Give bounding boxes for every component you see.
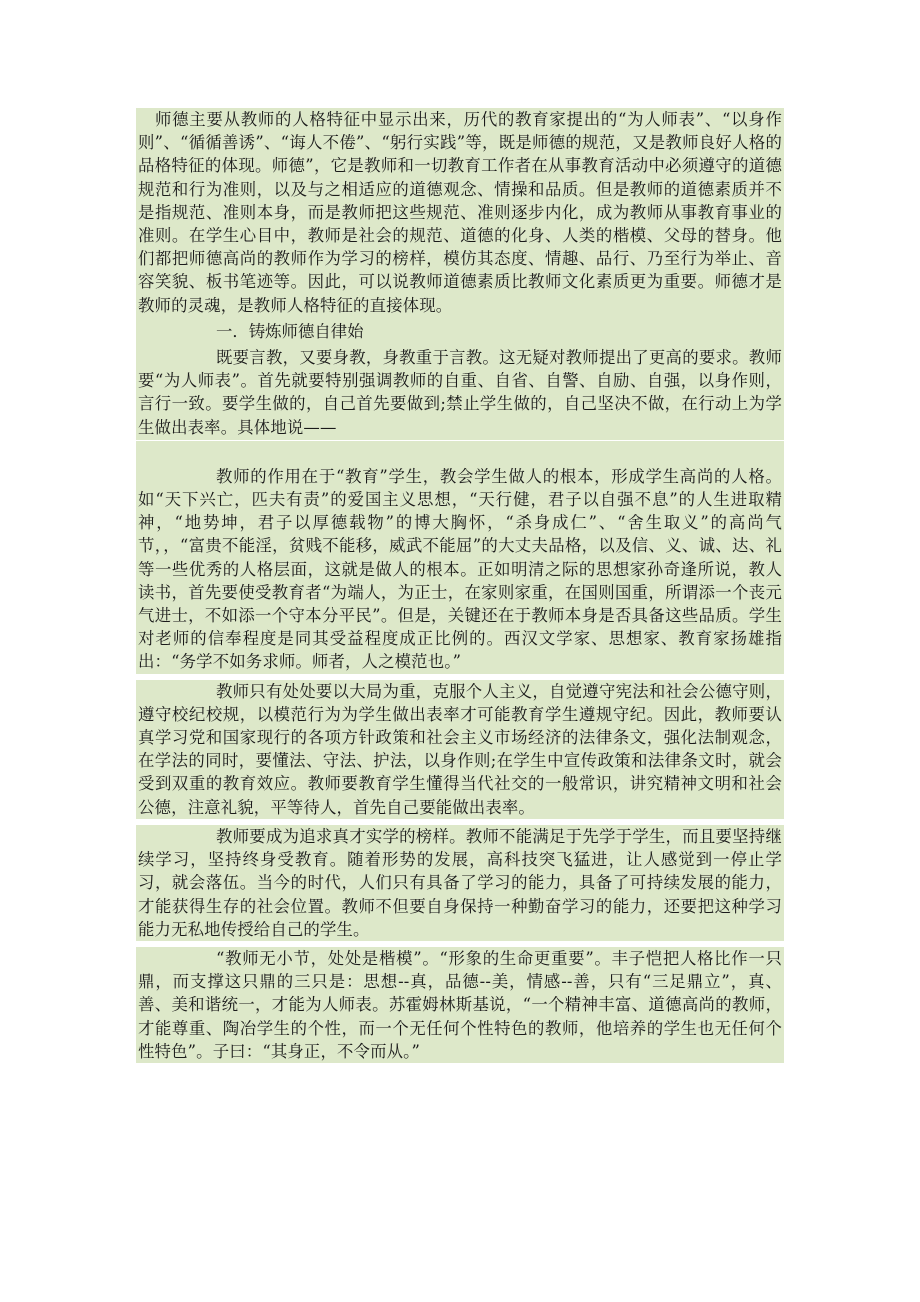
paragraph-learning: 教师要成为追求真才实学的榜样。教师不能满足于先学于学生，而且要坚持继续学习，坚持终身受教育。随着形势的发展，高科技突飞猛进，让人感觉到一停止学习，就会落伍。当今的时代，人们只有具备了学习的能力，具备了可持续发展的能力，才能获得生存的社会位置。教师不但要自身保持一种勤奋学习的能力，还要把这种学习能力无私地传授给自己的学生。: [136, 825, 784, 941]
paragraph-intro: 师德主要从教师的人格特征中显示出来，历代的教育家提出的“为人师表”、“以身作则”、“循循善诱”、“诲人不倦”、“躬行实践”等，既是师德的规范，又是教师良好人格的品格特征的体现。师德”，它是教师和一切教育工作者在从事教育活动中必须遵守的道德规范和行为准则，以及与之相适应的道德观念、情操和品质。但是教师的道德素质并不是指规范、准则本身，而是教师把这些规范、准则逐步内化，成为教师从事教育事业的准则。在学生心目中，教师是社会的规范、道德的化身、人类的楷模、父母的替身。他们都把师德高尚的教师作为学习的榜样，模仿其态度、情趣、品行、乃至行为举止、音容笑貌、板书笔迹等。因此，可以说教师道德素质比教师文化素质更为重要。师德才是教师的灵魂，是教师人格特征的直接体现。: [136, 108, 784, 317]
paragraph-self-discipline: 既要言教，又要身教，身教重于言教。这无疑对教师提出了更高的要求。教师要“为人师表”。首先就要特别强调教师的自重、自省、自警、自励、自强，以身作则，言行一致。要学生做的，自己首先要做到;禁止学生做的，自己坚决不做，在行动上为学生做出表率。具体地说——: [136, 346, 784, 440]
paragraph-role-model: “教师无小节，处处是楷模”。“形象的生命更重要”。丰子恺把人格比作一只鼎，而支撑这只鼎的三只是：思想--真，品德--美，情感--善，只有“三足鼎立”，真、善、美和谐统一，才能为人师表。苏霍姆林斯基说，“一个精神丰富、道德高尚的教师，才能尊重、陶冶学生的个性，而一个无任何个性特色的教师，他培养的学生也无任何个性特色”。子曰：“其身正，不令而从。”: [136, 947, 784, 1063]
document-body: [136, 108, 784, 1063]
blank-line: [136, 440, 784, 465]
paragraph-rules: 教师只有处处要以大局为重，克服个人主义，自觉遵守宪法和社会公德守则，遵守校纪校规，以模范行为为学生做出表率才可能教育学生遵规守纪。因此，教师要认真学习党和国家现行的各项方针政策和社会主义市场经济的法律条文，强化法制观念，在学法的同时，要懂法、守法、护法，以身作则;在学生中宣传政策和法律条文时，就会受到双重的教育效应。教师要教育学生懂得当代社交的一般常识，讲究精神文明和社会公德，注意礼貌，平等待人，首先自己要能做出表率。: [136, 680, 784, 819]
section-heading: 一．铸炼师德自律始: [136, 317, 784, 346]
paragraph-teaching-role: 教师的作用在于“教育”学生，教会学生做人的根本，形成学生高尚的人格。如“天下兴亡，匹夫有责”的爱国主义思想，“天行健，君子以自强不息”的人生进取精神，“地势坤，君子以厚德载物”的博大胸怀，“杀身成仁”、“舍生取义”的高尚气节，，“富贵不能淫，贫贱不能移，威武不能屈”的大丈夫品格，以及信、义、诚、达、礼等一些优秀的人格层面，这就是做人的根本。正如明清之际的思想家孙奇逢所说，教人读书，首先要使受教育者“为端人，为正士，在家则家重，在国则国重，所谓添一个丧元气进士，不如添一个守本分平民”。但是，关键还在于教师本身是否具备这些品质。学生对老师的信奉程度是同其受益程度成正比例的。西汉文学家、思想家、教育家扬雄指出：“务学不如务求师。师者，人之模范也。”: [136, 465, 784, 674]
